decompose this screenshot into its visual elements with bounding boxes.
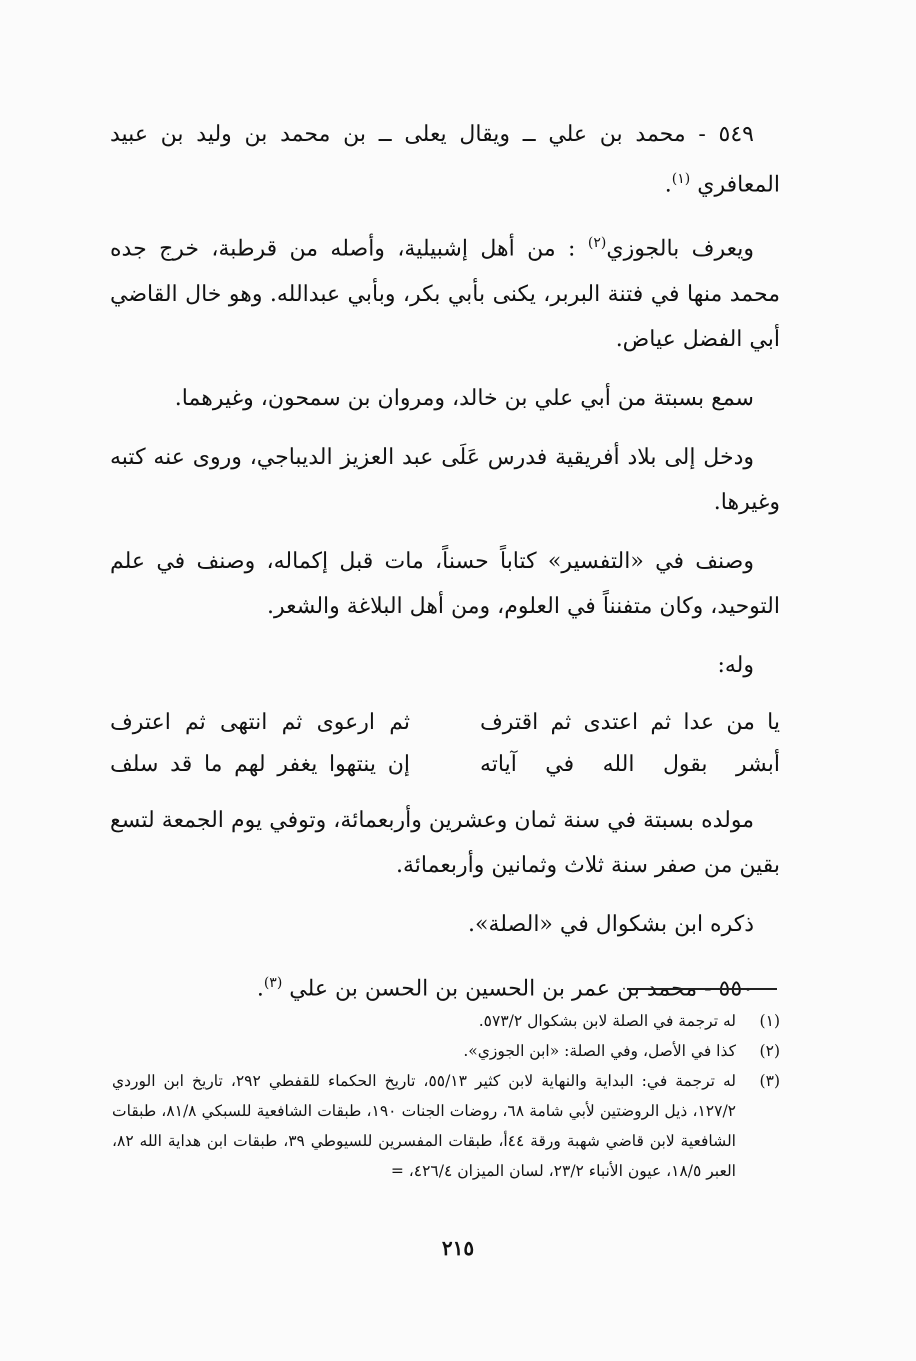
footnote-ref-3[interactable]: (٣): [263, 974, 283, 991]
paragraph-birth-death: مولده بسبتة في سنة ثمان وعشرين وأربعمائة، وتوفي يوم الجمعة لتسع بقين من صفر سنة ثلاث وثمانين وأربعمائة.: [110, 807, 780, 878]
paragraph-wrote: وصنف في «التفسير» كتاباً حسناً، مات قبل إكماله، وصنف في علم التوحيد، وكان متفنناً في العلوم، ومن أهل البلاغة والشعر.: [110, 548, 780, 619]
main-text: [110, 112, 780, 1025]
entry-549-heading: ٥٤٩ - محمد بن علي ــ ويقال يعلى ــ بن محمد بن وليد بن عبيد المعافري: [110, 122, 780, 198]
entry-549: ٥٤٩ - محمد بن علي ــ ويقال يعلى ــ بن محمد بن وليد بن عبيد المعافري $^{(١)}$.: [110, 122, 780, 198]
verse-hemistich-right: يا من عدا ثم اعتدى ثم اقترف: [480, 709, 780, 735]
page-number: ٢١٥: [441, 1236, 475, 1260]
footnote-text: كذا في الأصل، وفي الصلة: «ابن الجوزي».: [463, 1042, 736, 1060]
paragraph-mentioned: ذكره ابن بشكوال في «الصلة».: [468, 911, 754, 937]
footnotes: [112, 1006, 780, 1186]
footnote-item: [112, 1066, 780, 1186]
footnote-item: [112, 1036, 780, 1066]
footnote-number: (١): [759, 1012, 780, 1030]
entry-550-heading: ٥٥٠ - محمد بن عمر بن الحسين بن الحسن بن علي: [289, 975, 754, 1001]
verse-line: [110, 744, 780, 786]
poem: [110, 702, 780, 786]
paragraph-his-poem: وله:: [717, 652, 754, 678]
footnote-number: (٢): [759, 1042, 780, 1060]
verse-hemistich-left: إن ينتهوا يغفر لهم ما قد سلف: [110, 751, 410, 777]
verse-hemistich-left: ثم ارعوى ثم انتهى ثم اعترف: [110, 709, 410, 735]
entry-550: ٥٥٠ - محمد بن عمر بن الحسين بن الحسن بن علي $^{(٣)}$.: [256, 974, 754, 1001]
verse-hemistich-right: أبشر بقول الله في آياته: [480, 751, 780, 777]
footnote-text: له ترجمة في: البداية والنهاية لابن كثير ٥٥/١٣، تاريخ الحكماء للقفطي ٢٩٢، تاريخ ابن الوردي ١٢٧/٢، ذيل الروضتين لأبي شامة ٦٨، روضات الجنات ١٩٠، طبقات الشافعية للسبكي ٨١/٨، طبقات الشافعية لابن قاضي شهبة ورقة ٤٤أ، طبقات المفسرين للسيوطي ٣٩، طبقات ابن هداية الله ٨٢، العبر ١٨/٥، عيون الأنباء ٢٣/٢، لسان الميزان ٤٢٦/٤، =: [112, 1072, 737, 1180]
footnote-ref-1[interactable]: (١): [671, 171, 691, 187]
footnote-ref-2[interactable]: (٢): [587, 235, 607, 252]
verse-line: [110, 702, 780, 744]
paragraph-known-as: ويعرف بالجوزي$^{(٢)}$ : من أهل إشبيلية، وأصله من قرطبة، خرج جده محمد منها في فتنة البربر، يكنى بأبي بكر، وبأبي عبدالله. وهو خال القاضي أبي الفضل عياض.: [110, 235, 780, 352]
paragraph-heard: سمع بسبتة من أبي علي بن خالد، ومروان بن سمحون، وغيرهما.: [174, 385, 754, 411]
paragraph-entered: ودخل إلى بلاد أفريقية فدرس عَلَى عبد العزيز الديباجي، وروى عنه كتبه وغيرها.: [110, 444, 780, 515]
footnote-item: [112, 1006, 780, 1036]
footnote-divider: [627, 988, 777, 990]
footnote-number: (٣): [759, 1072, 780, 1090]
footnote-text: له ترجمة في الصلة لابن بشكوال ٥٧٣/٢.: [478, 1012, 736, 1030]
